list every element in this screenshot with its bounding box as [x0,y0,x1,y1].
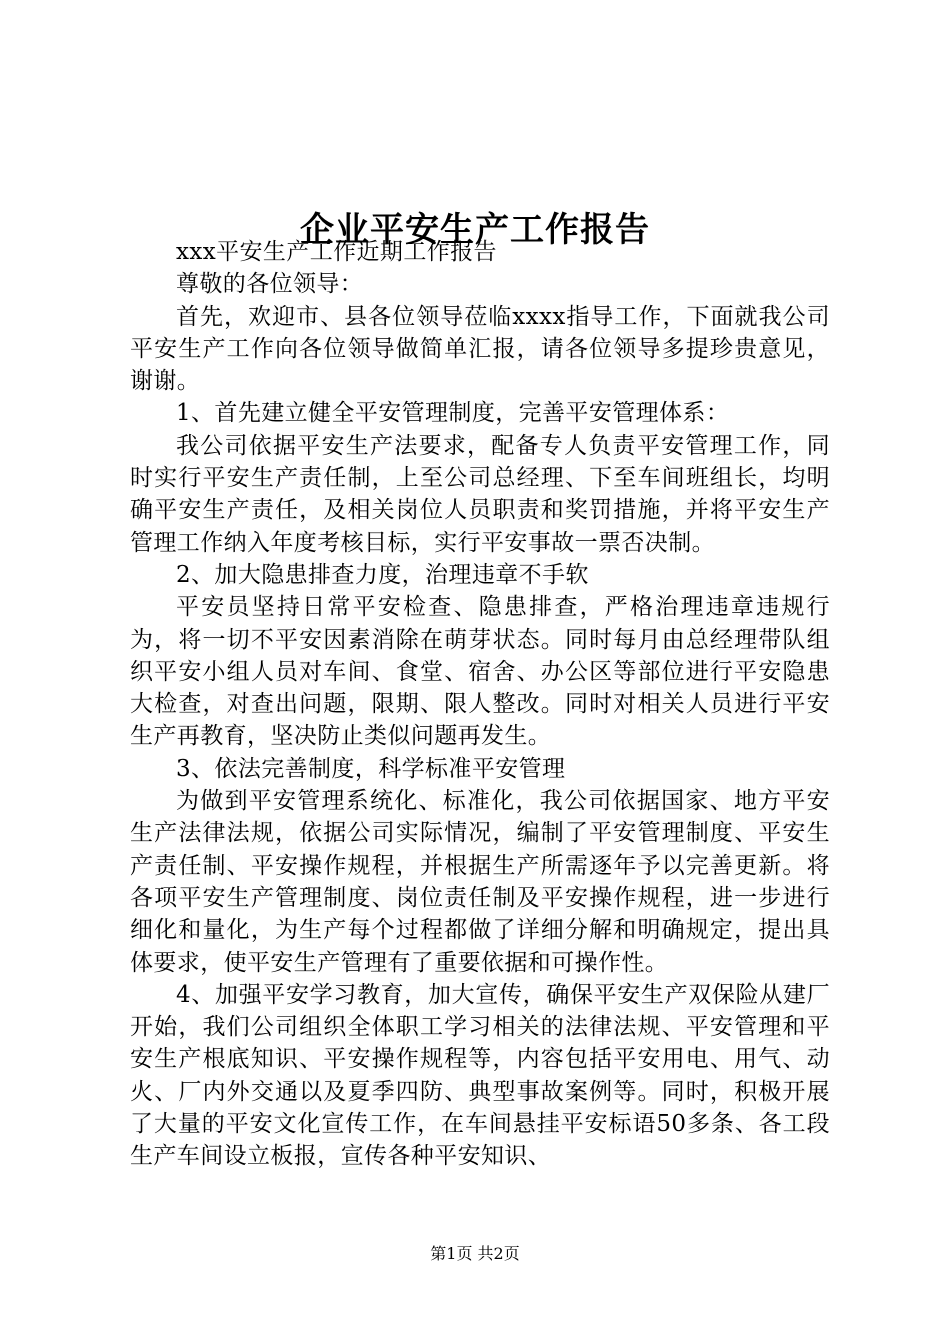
paragraph-section-1: 我公司依据平安生产法要求，配备专人负责平安管理工作，同时实行平安生产责任制，上至公司总经理、下至车间班组长，均明确平安生产责任，及相关岗位人员职责和奖罚措施，并将平安生产管理工作纳入年度考核目标，实行平安事故一票否决制。 [130,432,830,556]
paragraph-intro: 首先，欢迎市、县各位领导莅临xxxx指导工作，下面就我公司平安生产工作向各位领导做简单汇报，请各位领导多提珍贵意见，谢谢。 [130,303,830,395]
document-title: 企业平安生产工作报告 [300,209,650,250]
section-heading-2: 2、加大隐患排查力度，治理违章不手软 [176,561,589,588]
section-heading-1: 1、首先建立健全平安管理制度，完善平安管理体系： [176,400,730,427]
paragraph-section-2: 平安员坚持日常平安检查、隐患排查，严格治理违章违规行为，将一切不平安因素消除在萌芽状态。同时每月由总经理带队组织平安小组人员对车间、食堂、宿舍、办公区等部位进行平安隐患大检查，对查出问题，限期、限人整改。同时对相关人员进行平安生产再教育，坚决防止类似问题再发生。 [130,594,830,750]
paragraph-section-3: 为做到平安管理系统化、标准化，我公司依据国家、地方平安生产法律法规，依据公司实际情况，编制了平安管理制度、平安生产责任制、平安操作规程，并根据生产所需逐年予以完善更新。将各项平安生产管理制度、岗位责任制及平安操作规程，进一步进行细化和量化，为生产每个过程都做了详细分解和明确规定，提出具体要求，使平安生产管理有了重要依据和可操作性。 [130,788,830,976]
paragraph-salutation: 尊敬的各位领导： [176,271,364,298]
paragraph-section-4: 4、加强平安学习教育，加大宣传，确保平安生产双保险从建厂开始，我们公司组织全体职工学习相关的法律法规、平安管理和平安生产根底知识、平安操作规程等，内容包括平安用电、用气、动火、厂内外交通以及夏季四防、典型事故案例等。同时，积极开展了大量的平安文化宣传工作，在车间悬挂平安标语50多条、各工段生产车间设立板报，宣传各种平安知识、 [130,981,830,1170]
paragraph-subtitle: xxx平安生产工作近期工作报告 [176,239,497,265]
document-body [130,236,830,1173]
page-footer: 第1页 共2页 [430,1244,520,1263]
section-heading-3: 3、依法完善制度，科学标准平安管理 [176,755,566,782]
